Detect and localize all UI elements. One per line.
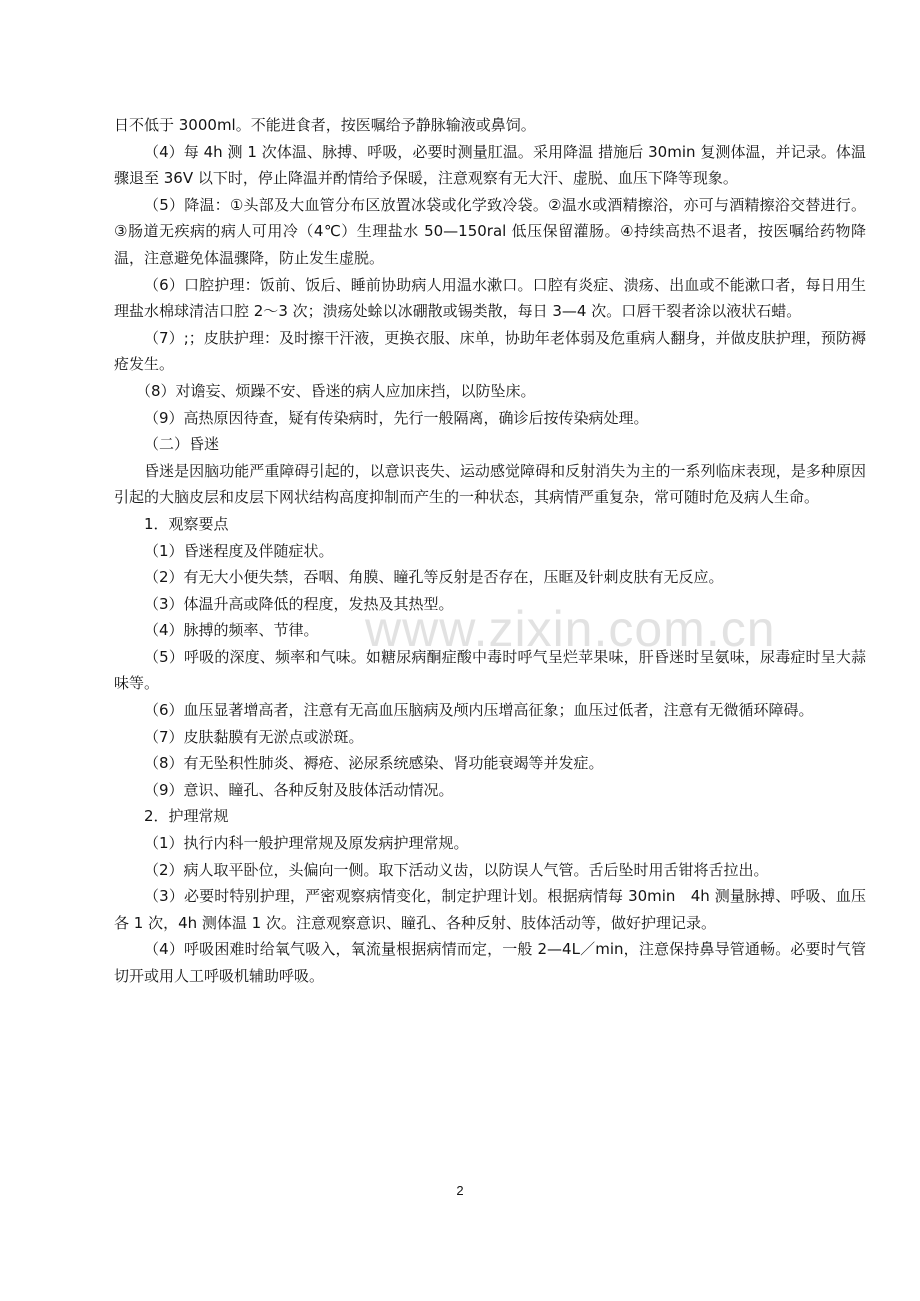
page-number: 2 bbox=[456, 1183, 464, 1198]
section-heading: （二）昏迷 bbox=[144, 435, 220, 454]
list-item: （4）脉搏的频率、节律。 bbox=[144, 621, 319, 640]
paragraph: （7）;；皮肤护理：及时擦干汗液，更换衣服、床单，协助年老体弱及危重病人翻身，并做皮肤护理，预防褥疮发生。 bbox=[114, 328, 866, 374]
list-item: （2）病人取平卧位，头偏向一侧。取下活动义齿，以防误人气管。舌后坠时用舌钳将舌拉出。 bbox=[144, 860, 769, 879]
paragraph: （9）高热原因待查，疑有传染病时，先行一般隔离，确诊后按传染病处理。 bbox=[144, 408, 649, 427]
list-item: （6）血压显著增高者，注意有无高血压脑病及颅内压增高征象；血压过低者，注意有无微循环障碍。 bbox=[144, 701, 814, 720]
watermark-text: www.zixin.com.cn bbox=[365, 601, 776, 657]
document-page bbox=[114, 112, 866, 990]
list-item: （9）意识、瞳孔、各种反射及肢体活动情况。 bbox=[144, 780, 454, 799]
list-item: （3）必要时特别护理，严密观察病情变化，制定护理计划。根据病情每 30min 4h 测量脉搏、呼吸、血压各 1 次，4h 测体温 1 次。注意观察意识、瞳孔、各种反射、肢体活动等，做好护理记录。 bbox=[114, 887, 866, 932]
paragraph: （5）降温：①头部及大血管分布区放置冰袋或化学致冷袋。②温水或酒精擦浴，亦可与酒精擦浴交替进行。③肠道无疾病的病人可用冷（4℃）生理盐水 50—150ral 低压保留灌肠。④持续高热不退者，按医嘱给药物降温，注意避免体温骤降，防止发生虚脱。 bbox=[114, 195, 866, 267]
list-item: （2）有无大小便失禁，吞咽、角膜、瞳孔等反射是否存在，压眶及针刺皮肤有无反应。 bbox=[144, 568, 724, 587]
paragraph: 昏迷是因脑功能严重障碍引起的，以意识丧失、运动感觉障碍和反射消失为主的一系列临床表现，是多种原因引起的大脑皮层和皮层下网状结构高度抑制而产生的一种状态，其病情严重复杂，常可随时危及病人生命。 bbox=[114, 461, 866, 507]
document-body bbox=[114, 112, 866, 990]
paragraph: （8）对谵妄、烦躁不安、昏迷的病人应加床挡，以防坠床。 bbox=[136, 381, 536, 400]
list-item: （1）执行内科一般护理常规及原发病护理常规。 bbox=[144, 834, 469, 853]
subsection-heading: 1．观察要点 bbox=[144, 514, 229, 533]
list-item: （3）体温升高或降低的程度，发热及其热型。 bbox=[144, 594, 454, 613]
paragraph: 日不低于 3000ml。不能进食者，按医嘱给予静脉输液或鼻饲。 bbox=[114, 116, 536, 134]
subsection-heading: 2．护理常规 bbox=[144, 807, 229, 826]
paragraph: （4）每 4h 测 1 次体温、脉搏、呼吸，必要时测量肛温。采用降温 措施后 30min 复测体温，并记录。体温骤退至 36V 以下时，停止降温并酌情给予保暖，注意观察有无大汗、虚脱、血压下降等现象。 bbox=[114, 142, 866, 188]
paragraph: （6）口腔护理：饭前、饭后、睡前协助病人用温水漱口。口腔有炎症、溃疡、出血或不能漱口者，每日用生理盐水棉球清洁口腔 2～3 次；溃疡处蜍以冰硼散或锡类散，每日 3—4 次。口唇干裂者涂以液状石蜡。 bbox=[114, 275, 866, 321]
list-item: （5）呼吸的深度、频率和气味。如糖尿病酮症酸中毒时呼气呈烂苹果味，肝昏迷时呈氨味，尿毒症时呈大蒜味等。 bbox=[114, 647, 866, 693]
list-item: （4）呼吸困难时给氧气吸入，氧流量根据病情而定，一般 2—4L／min，注意保持鼻导管通畅。必要时气管切开或用人工呼吸机辅助呼吸。 bbox=[114, 940, 866, 985]
list-item: （1）昏迷程度及伴随症状。 bbox=[144, 541, 334, 560]
list-item: （8）有无坠积性肺炎、褥疮、泌尿系统感染、肾功能衰竭等并发症。 bbox=[144, 754, 604, 773]
list-item: （7）皮肤黏膜有无淤点或淤斑。 bbox=[144, 727, 364, 746]
